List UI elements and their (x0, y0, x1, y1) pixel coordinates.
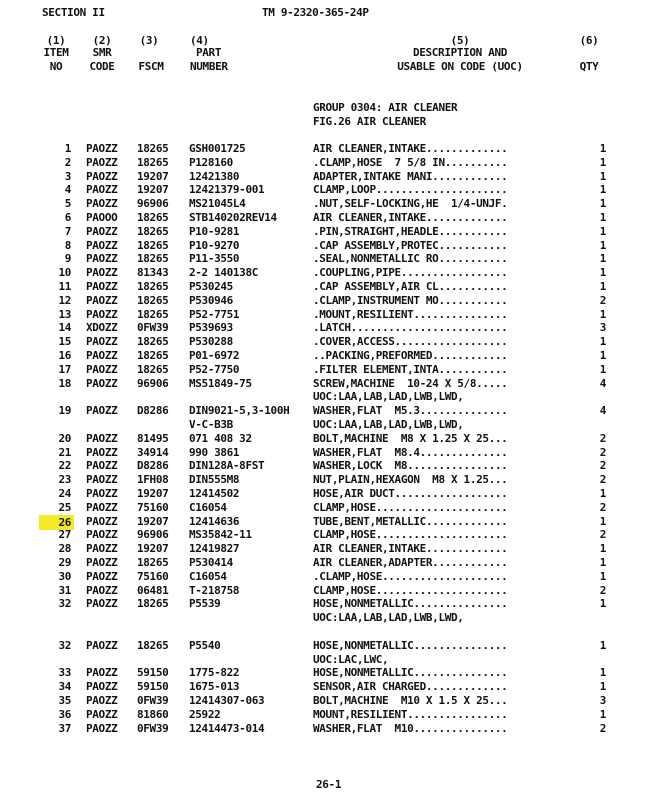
quantity: 2 (599, 459, 606, 473)
smr-code: PAOZZ (86, 721, 118, 735)
continuation-line (0, 390, 651, 404)
smr-code: PAOZZ (86, 638, 118, 652)
smr-code: PAOZZ (86, 307, 118, 321)
smr-code: PAOZZ (86, 376, 118, 390)
quantity: 1 (599, 142, 606, 155)
quantity: 2 (599, 445, 606, 459)
table-row (0, 321, 651, 335)
item-number: 30 (58, 569, 71, 583)
description: HOSE,NONMETALLIC............... (313, 666, 508, 680)
quantity: 3 (599, 694, 606, 707)
continuation-line (0, 611, 651, 625)
quantity: 1 (599, 362, 606, 376)
part-number: T-218758 (189, 583, 240, 597)
table-row (0, 239, 651, 253)
table-row (0, 211, 651, 225)
part-number: 1675-013 (189, 680, 240, 694)
table-row (0, 446, 651, 460)
item-number: 14 (58, 321, 71, 335)
item-number: 21 (58, 445, 71, 459)
part-number: P128160 (189, 155, 233, 169)
fscm-code: 18265 (137, 556, 169, 569)
part-number: P539693 (189, 321, 233, 335)
part-number: P5539 (189, 597, 221, 611)
smr-code: PAOZZ (86, 459, 118, 473)
item-number: 32 (58, 597, 71, 611)
table-row (0, 183, 651, 197)
part-number: 2-2 140138C (189, 266, 258, 280)
table-row (0, 542, 651, 556)
fscm-code: 19207 (137, 183, 169, 197)
fscm-code: 81343 (137, 266, 169, 280)
quantity: 2 (599, 583, 606, 597)
description: .CLAMP,HOSE.................... (313, 569, 508, 583)
smr-code: PAOZZ (86, 569, 118, 583)
quantity: 1 (599, 666, 606, 680)
description: AIR CLEANER,INTAKE............. (313, 542, 508, 556)
item-number: 2 (64, 155, 71, 169)
part-number: P52-7751 (189, 307, 240, 321)
part-number: 12414502 (189, 487, 240, 500)
smr-code: PAOZZ (86, 694, 118, 707)
col1-line3: NO (49, 60, 63, 73)
col6-line1: (6) (579, 34, 599, 47)
smr-code: PAOZZ (86, 155, 118, 169)
quantity: 1 (599, 238, 606, 252)
table-row (0, 432, 651, 446)
table-row (0, 459, 651, 473)
item-number: 12 (58, 293, 71, 307)
description: .LATCH......................... (313, 321, 508, 335)
quantity: 1 (599, 169, 606, 183)
smr-code: PAOZZ (86, 597, 118, 611)
smr-code: PAOZZ (86, 349, 118, 362)
quantity: 1 (599, 266, 606, 280)
fscm-code: D8286 (137, 459, 169, 473)
item-number: 5 (64, 197, 71, 211)
smr-code: XDOZZ (86, 321, 118, 335)
description: ADAPTER,INTAKE MANI............ (313, 169, 508, 183)
description: MOUNT,RESILIENT................ (313, 707, 508, 721)
table-row (0, 501, 651, 515)
description: HOSE,NONMETALLIC............... (313, 597, 508, 611)
part-number: P11-3550 (189, 252, 240, 266)
fscm-code: 96906 (137, 197, 169, 211)
smr-code: PAOZZ (86, 362, 118, 376)
col1-line1: (1) (46, 34, 66, 47)
description: .CAP ASSEMBLY,PROTEC........... (313, 238, 508, 252)
part-number: DIN9021-5,3-100H (189, 404, 290, 418)
part-number-continued: V-C-B3B (189, 418, 233, 431)
smr-code: PAOZZ (86, 556, 118, 569)
description: TUBE,BENT,METALLIC............. (313, 514, 508, 528)
part-number: 1775-822 (189, 666, 240, 680)
smr-code: PAOZZ (86, 252, 118, 266)
table-row (0, 680, 651, 694)
smr-code: PAOZZ (86, 293, 118, 307)
col6-line3: QTY (579, 60, 599, 73)
fscm-code: 18265 (137, 211, 169, 224)
table-row (0, 473, 651, 487)
fscm-code: 18265 (137, 280, 169, 293)
item-number: 13 (58, 307, 71, 321)
fscm-code: 0FW39 (137, 694, 169, 707)
part-number: P10-9270 (189, 238, 240, 252)
part-number: 990 3861 (189, 445, 240, 459)
table-row (0, 252, 651, 266)
item-number: 28 (58, 542, 71, 556)
table-row (0, 708, 651, 722)
description: CLAMP,HOSE..................... (313, 583, 508, 597)
fscm-code: 96906 (137, 376, 169, 390)
table-row (0, 666, 651, 680)
smr-code: PAOZZ (86, 487, 118, 500)
part-number: 12414307-063 (189, 694, 265, 707)
item-number: 29 (58, 556, 71, 569)
description: CLAMP,HOSE..................... (313, 500, 508, 514)
smr-code: PAOZZ (86, 224, 118, 238)
table-row (0, 170, 651, 184)
description: .CLAMP,INSTRUMENT MO........... (313, 293, 508, 307)
quantity: 1 (599, 224, 606, 238)
quantity: 1 (599, 638, 606, 652)
quantity: 1 (599, 542, 606, 556)
smr-code: PAOZZ (86, 528, 118, 542)
quantity: 2 (599, 473, 606, 487)
description: AIR CLEANER,ADAPTER............ (313, 556, 508, 569)
fscm-code: 18265 (137, 638, 169, 652)
quantity: 1 (599, 211, 606, 224)
item-number: 34 (58, 680, 71, 694)
description: WASHER,FLAT M8.4.............. (313, 445, 508, 459)
fscm-code: 81860 (137, 707, 169, 721)
description: .MOUNT,RESILIENT............... (313, 307, 508, 321)
item-number: 25 (58, 500, 71, 514)
description: ..PACKING,PREFORMED............ (313, 349, 508, 362)
table-row (0, 722, 651, 736)
description: WASHER,LOCK M8................ (313, 459, 508, 473)
col3-line3: FSCM (138, 60, 164, 73)
continuation-line (0, 653, 651, 667)
description: .COVER,ACCESS.................. (313, 335, 508, 349)
fscm-code: 18265 (137, 252, 169, 266)
item-number: 18 (58, 376, 71, 390)
item-number: 10 (58, 266, 71, 280)
quantity: 1 (599, 487, 606, 500)
smr-code: PAOZZ (86, 335, 118, 349)
item-number: 15 (58, 335, 71, 349)
description: CLAMP,LOOP..................... (313, 183, 508, 197)
quantity: 2 (599, 293, 606, 307)
item-number: 27 (58, 528, 71, 542)
quantity: 1 (599, 197, 606, 211)
fscm-code: 0FW39 (137, 721, 169, 735)
quantity: 1 (599, 514, 606, 528)
part-number: MS51849-75 (189, 376, 252, 390)
continuation-line (0, 418, 651, 432)
description: WASHER,FLAT M5.3.............. (313, 404, 508, 418)
section-label: SECTION II (42, 6, 105, 19)
fscm-code: 19207 (137, 542, 169, 556)
description: .CAP ASSEMBLY,AIR CL........... (313, 280, 508, 293)
description: BOLT,MACHINE M8 X 1.25 X 25... (313, 431, 508, 445)
table-row (0, 584, 651, 598)
smr-code: PAOZZ (86, 431, 118, 445)
table-row (0, 639, 651, 653)
fscm-code: 18265 (137, 597, 169, 611)
smr-code: PAOZZ (86, 238, 118, 252)
col4-line1: (4) (190, 34, 209, 47)
continuation-line (0, 625, 651, 639)
fscm-code: 81495 (137, 431, 169, 445)
table-row (0, 294, 651, 308)
item-number: 22 (58, 459, 71, 473)
description: .FILTER ELEMENT,INTA........... (313, 362, 508, 376)
fscm-code: 18265 (137, 142, 169, 155)
smr-code: PAOZZ (86, 500, 118, 514)
quantity: 1 (599, 252, 606, 266)
uoc-codes: UOC:LAA,LAB,LAD,LWB,LWD, (313, 390, 464, 404)
smr-code: PAOZZ (86, 707, 118, 721)
part-number: 12414473-014 (189, 721, 265, 735)
quantity: 1 (599, 680, 606, 694)
col2-line2: SMR (92, 46, 112, 59)
figure-title: FIG.26 AIR CLEANER (313, 115, 426, 128)
fscm-code: 19207 (137, 514, 169, 528)
smr-code: PAOOO (86, 211, 118, 224)
part-number: 12414636 (189, 514, 240, 528)
quantity: 1 (599, 597, 606, 611)
table-row (0, 487, 651, 501)
description: .PIN,STRAIGHT,HEADLE........... (313, 224, 508, 238)
fscm-code: 59150 (137, 680, 169, 694)
smr-code: PAOZZ (86, 404, 118, 418)
fscm-code: 18265 (137, 224, 169, 238)
smr-code: PAOZZ (86, 666, 118, 680)
col5-line3: USABLE ON CODE (UOC) (397, 60, 523, 73)
quantity: 1 (599, 556, 606, 569)
item-number: 16 (58, 349, 71, 362)
table-row (0, 349, 651, 363)
item-number: 7 (64, 224, 71, 238)
uoc-codes: UOC:LAA,LAB,LAD,LWB,LWD, (313, 418, 464, 431)
part-number: DIN555M8 (189, 473, 240, 487)
quantity: 3 (599, 321, 606, 335)
item-number: 17 (58, 362, 71, 376)
description: WASHER,FLAT M10............... (313, 721, 508, 735)
item-number: 1 (64, 142, 71, 155)
part-number: C16054 (189, 569, 227, 583)
col2-line3: CODE (89, 60, 115, 73)
table-row (0, 528, 651, 542)
item-number: 31 (58, 583, 71, 597)
item-number: 3 (64, 169, 71, 183)
item-number: 19 (58, 404, 71, 418)
item-number: 32 (58, 638, 71, 652)
smr-code: PAOZZ (86, 183, 118, 197)
description: .COUPLING,PIPE................. (313, 266, 508, 280)
part-number: 071 408 32 (189, 431, 252, 445)
fscm-code: 19207 (137, 487, 169, 500)
description: .NUT,SELF-LOCKING,HE 1/4-UNJF. (313, 197, 508, 211)
fscm-code: D8286 (137, 404, 169, 418)
item-number: 36 (58, 707, 71, 721)
smr-code: PAOZZ (86, 266, 118, 280)
item-number: 8 (64, 238, 71, 252)
part-number: MS21045L4 (189, 197, 246, 211)
description: .CLAMP,HOSE 7 5/8 IN.......... (313, 155, 508, 169)
part-number: P01-6972 (189, 349, 240, 362)
item-number: 23 (58, 473, 71, 487)
description: CLAMP,HOSE..................... (313, 528, 508, 542)
description: .SEAL,NONMETALLIC RO........... (313, 252, 508, 266)
col4-line2: PART (196, 46, 222, 59)
fscm-code: 34914 (137, 445, 169, 459)
smr-code: PAOZZ (86, 583, 118, 597)
smr-code: PAOZZ (86, 445, 118, 459)
smr-code: PAOZZ (86, 514, 118, 528)
quantity: 1 (599, 569, 606, 583)
item-number: 9 (64, 252, 71, 266)
table-row (0, 142, 651, 156)
table-row (0, 597, 651, 611)
col4-line3: NUMBER (190, 60, 228, 73)
description: HOSE,NONMETALLIC............... (313, 638, 508, 652)
col3-line1: (3) (139, 34, 159, 47)
item-number: 4 (64, 183, 71, 197)
fscm-code: 1FH08 (137, 473, 169, 487)
item-number: 6 (64, 211, 71, 224)
part-number: 12421379-001 (189, 183, 265, 197)
description: BOLT,MACHINE M10 X 1.5 X 25... (313, 694, 508, 707)
item-number: 37 (58, 721, 71, 735)
description: AIR CLEANER,INTAKE............. (313, 211, 508, 224)
part-number: P10-9281 (189, 224, 240, 238)
table-row (0, 266, 651, 280)
fscm-code: 0FW39 (137, 321, 169, 335)
table-row (0, 335, 651, 349)
table-row (0, 694, 651, 708)
quantity: 2 (599, 721, 606, 735)
part-number: 12419827 (189, 542, 240, 556)
table-row (0, 197, 651, 211)
part-number: P5540 (189, 638, 221, 652)
part-number: P530414 (189, 556, 233, 569)
item-number: 35 (58, 694, 71, 707)
col2-line1: (2) (92, 34, 112, 47)
fscm-code: 18265 (137, 349, 169, 362)
document-number: TM 9-2320-365-24P (262, 6, 369, 19)
table-row (0, 377, 651, 391)
quantity: 2 (599, 528, 606, 542)
smr-code: PAOZZ (86, 197, 118, 211)
part-number: MS35842-11 (189, 528, 252, 542)
fscm-code: 75160 (137, 569, 169, 583)
description: NUT,PLAIN,HEXAGON M8 X 1.25... (313, 473, 508, 487)
fscm-code: 18265 (137, 293, 169, 307)
smr-code: PAOZZ (86, 169, 118, 183)
part-number: P530946 (189, 293, 233, 307)
page-number: 26-1 (316, 778, 342, 791)
table-row (0, 225, 651, 239)
item-number-highlighted: 26 (39, 515, 74, 530)
smr-code: PAOZZ (86, 280, 118, 293)
item-number: 24 (58, 487, 71, 500)
part-number: P52-7750 (189, 362, 240, 376)
fscm-code: 75160 (137, 500, 169, 514)
smr-code: PAOZZ (86, 542, 118, 556)
part-number: 25922 (189, 707, 221, 721)
col1-line2: ITEM (43, 46, 69, 59)
fscm-code: 18265 (137, 307, 169, 321)
uoc-codes: UOC:LAA,LAB,LAD,LWB,LWD, (313, 611, 464, 625)
quantity: 4 (599, 376, 606, 390)
item-number: 33 (58, 666, 71, 680)
part-number: 12421380 (189, 169, 240, 183)
fscm-code: 18265 (137, 238, 169, 252)
description: SENSOR,AIR CHARGED............. (313, 680, 508, 694)
quantity: 4 (599, 404, 606, 418)
table-row (0, 280, 651, 294)
part-number: DIN128A-8FST (189, 459, 265, 473)
description: SCREW,MACHINE 10-24 X 5/8..... (313, 376, 508, 390)
part-number: STB140202REV14 (189, 211, 277, 224)
quantity: 1 (599, 280, 606, 293)
fscm-code: 19207 (137, 169, 169, 183)
table-row (0, 308, 651, 322)
fscm-code: 06481 (137, 583, 169, 597)
part-number: P530245 (189, 280, 233, 293)
quantity: 1 (599, 707, 606, 721)
item-number: 20 (58, 431, 71, 445)
part-number: P530288 (189, 335, 233, 349)
quantity: 2 (599, 431, 606, 445)
group-title: GROUP 0304: AIR CLEANER (313, 101, 458, 114)
table-row (0, 363, 651, 377)
part-number: C16054 (189, 500, 227, 514)
table-row (0, 556, 651, 570)
table-row (0, 156, 651, 170)
smr-code: PAOZZ (86, 680, 118, 694)
quantity: 1 (599, 155, 606, 169)
part-number: GSH001725 (189, 142, 246, 155)
quantity: 2 (599, 500, 606, 514)
fscm-code: 96906 (137, 528, 169, 542)
quantity: 1 (599, 307, 606, 321)
quantity: 1 (599, 183, 606, 197)
fscm-code: 59150 (137, 666, 169, 680)
item-number: 11 (58, 280, 71, 293)
quantity: 1 (599, 349, 606, 362)
table-row (0, 404, 651, 418)
smr-code: PAOZZ (86, 142, 118, 155)
table-row (0, 570, 651, 584)
table-row (0, 515, 651, 529)
fscm-code: 18265 (137, 362, 169, 376)
description: HOSE,AIR DUCT.................. (313, 487, 508, 500)
col5-line1: (5) (450, 34, 470, 47)
quantity: 1 (599, 335, 606, 349)
col5-line2: DESCRIPTION AND (412, 46, 508, 59)
uoc-codes: UOC:LAC,LWC, (313, 652, 389, 666)
fscm-code: 18265 (137, 155, 169, 169)
smr-code: PAOZZ (86, 473, 118, 487)
fscm-code: 18265 (137, 335, 169, 349)
description: AIR CLEANER,INTAKE............. (313, 142, 508, 155)
